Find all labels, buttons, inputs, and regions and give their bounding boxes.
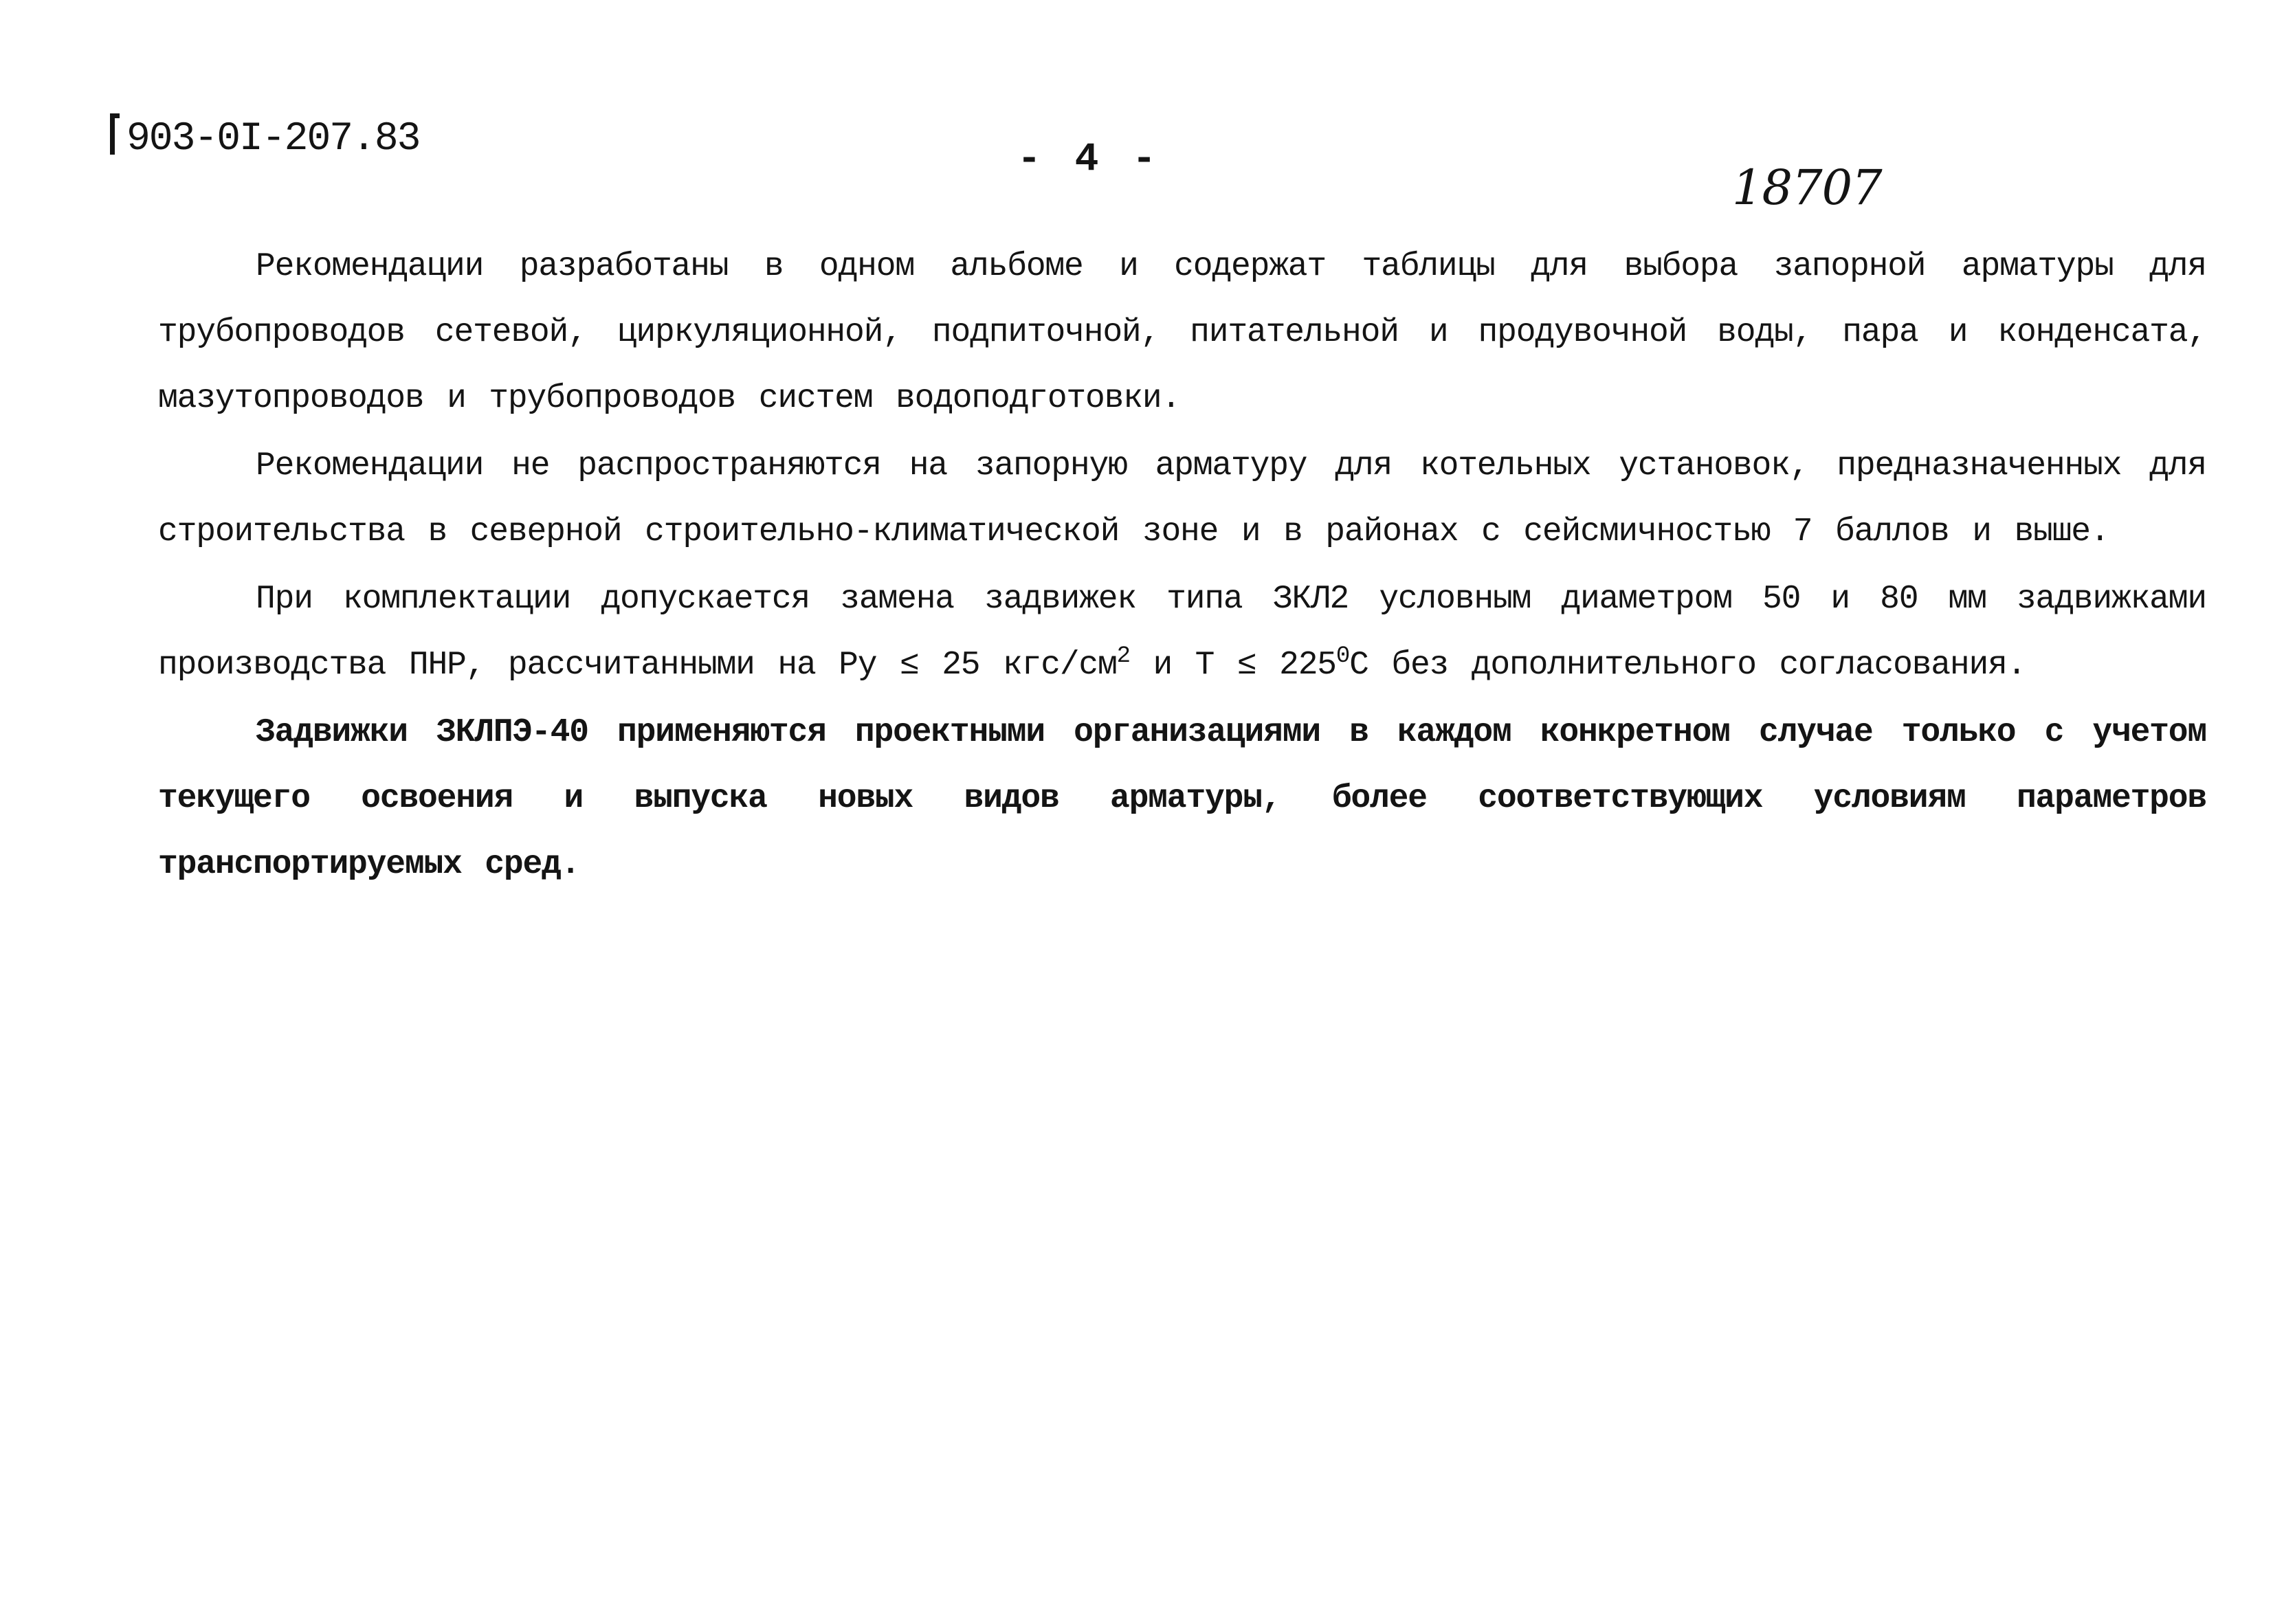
paragraph-3-part-2: и Т ≤ 225 xyxy=(1129,647,1336,684)
paragraph-1: Рекомендации разработаны в одном альбоме и содержат таблицы для выбора запорной арматуры для трубопроводов сетевой, циркуляционной, подпиточной, питательной и продувочной воды, пара и конденсата, мазутопроводов и трубопроводов систем водоподготовки. xyxy=(158,248,2206,417)
superscript-degree: 0 xyxy=(1335,643,1350,669)
paragraph-3 xyxy=(158,566,2206,698)
paragraph-3-part-1: При комплектации допускается замена задвижек типа ЗКЛ2 условным диаметром 50 и 80 мм задвижками производства ПНР, рассчитанными на Ру ≤ 25 кгс/см xyxy=(158,581,2206,684)
handwritten-number: 18707 xyxy=(1732,159,1882,216)
paragraph-2: Рекомендации не распространяются на запорную арматуру для котельных установок, предназначенных для строительства в северной строительно-климатической зоне и в районах с сейсмичностью 7 баллов и выше. xyxy=(158,447,2206,550)
page-number: - 4 - xyxy=(1017,137,1157,182)
corner-bracket-mark xyxy=(110,113,120,155)
paragraph-4: Задвижки ЗКЛПЭ-40 применяются проектными организациями в каждом конкретном случае только с учетом текущего освоения и выпуска новых видов арматуры, более соответствующих условиям параметров транспортируемых сред. xyxy=(158,714,2206,883)
document-code-text: 903-0I-207.83 xyxy=(126,117,420,162)
document-body xyxy=(158,234,2206,899)
document-code xyxy=(110,113,420,162)
paragraph-3-part-3: С без дополнительного согласования. xyxy=(1349,647,2026,684)
superscript-squared: 2 xyxy=(1116,643,1130,669)
